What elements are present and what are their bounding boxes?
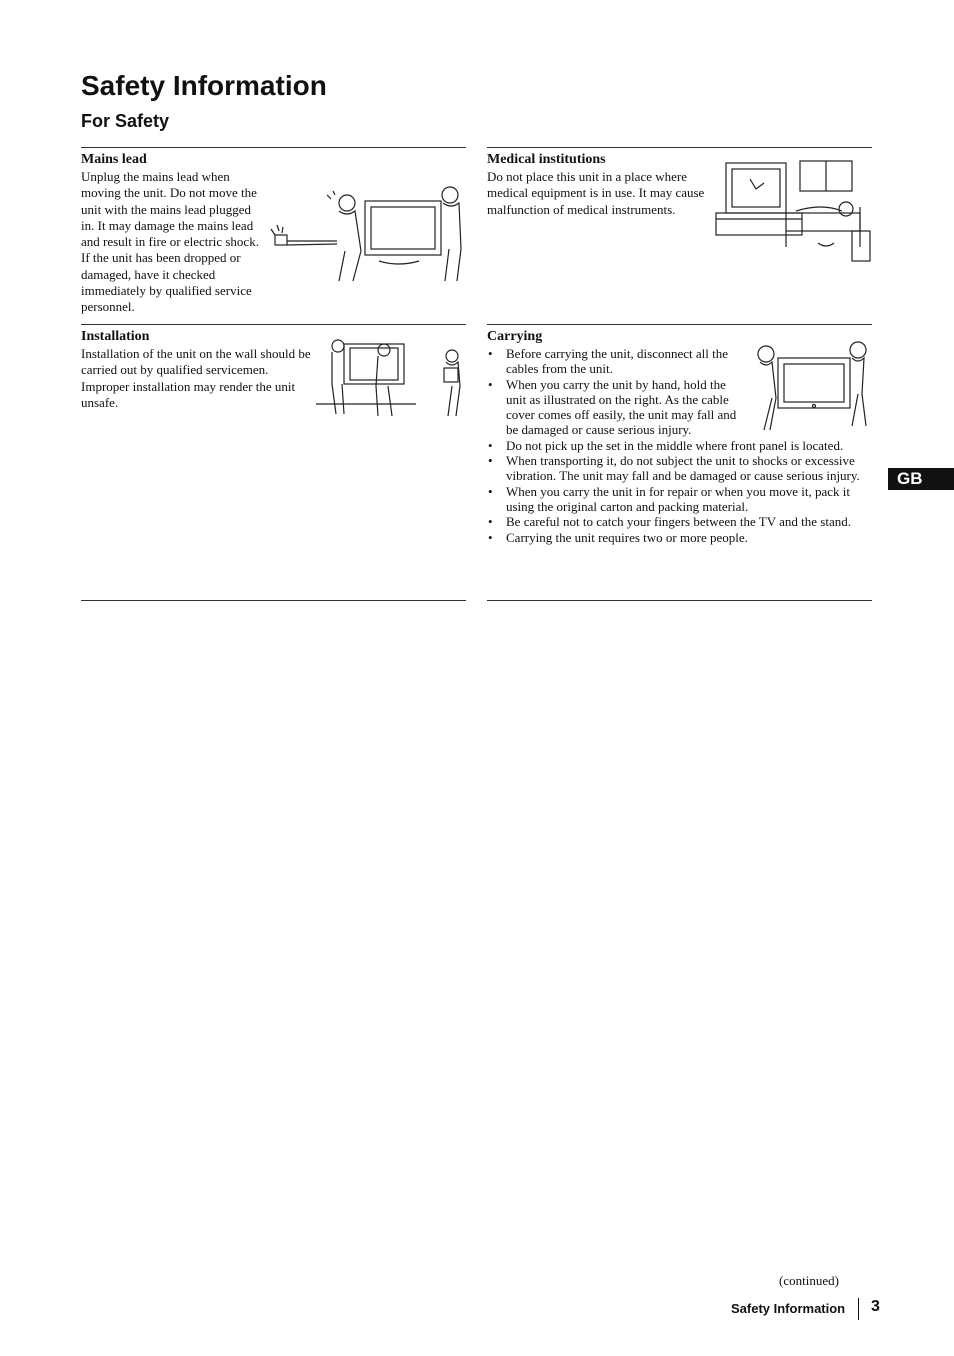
carrying-bullet-list (487, 346, 872, 545)
page-title: Safety Information (81, 70, 327, 101)
mains-lead-text: Unplug the mains lead when moving the unit. Do not move the unit with the mains lead plugged in. It may damage the mains lead and result in fire or electric shock. If the unit has been dropped or damaged, have it checked immediately by qualified service personnel. (81, 169, 259, 315)
list-item: • Before carrying the unit, disconnect all the cables from the unit. (487, 346, 872, 377)
installation-heading: Installation (81, 329, 150, 344)
section-subtitle: For Safety (81, 111, 170, 131)
list-item: • Do not pick up the set in the middle where front panel is located. (487, 438, 872, 453)
carrying-tv-unplugged-illustration (267, 181, 472, 287)
list-item: • When you carry the unit by hand, hold the unit as illustrated on the right. As the cable cover comes off easily, the unit may fall and be damaged or cause serious injury. (487, 377, 872, 438)
language-tab-gb: GB (888, 468, 954, 490)
installation-text: Installation of the unit on the wall should be carried out by qualified servicemen. Improper installation may render the unit unsafe. (81, 346, 311, 410)
page-number: 3 (871, 1298, 880, 1315)
bottom-divider-left (81, 600, 466, 601)
section-mains-lead (81, 147, 466, 316)
list-item: • Carrying the unit requires two or more people. (487, 530, 872, 545)
list-item: • When you carry the unit in for repair or when you move it, pack it using the original carton and packing material. (487, 484, 872, 515)
continued-note: (continued) (779, 1273, 839, 1288)
carrying-heading: Carrying (487, 329, 543, 344)
section-carrying (487, 324, 872, 545)
footer-section-label: Safety Information (731, 1301, 846, 1316)
medical-text: Do not place this unit in a place where medical equipment is in use. It may cause malfunction of medical instruments. (487, 169, 705, 217)
bottom-divider-right (487, 600, 872, 601)
wall-installation-illustration (316, 338, 468, 418)
list-item: • When transporting it, do not subject the unit to shocks or excessive vibration. The unit may fall and be damaged or cause serious injury. (487, 453, 872, 484)
medical-heading: Medical institutions (487, 152, 606, 167)
hospital-bed-illustration (714, 159, 872, 267)
section-installation (81, 324, 466, 418)
list-item: • Be careful not to catch your fingers between the TV and the stand. (487, 514, 872, 529)
mains-lead-heading: Mains lead (81, 152, 147, 167)
footer-divider (858, 1298, 859, 1320)
section-medical-institutions (487, 147, 872, 267)
